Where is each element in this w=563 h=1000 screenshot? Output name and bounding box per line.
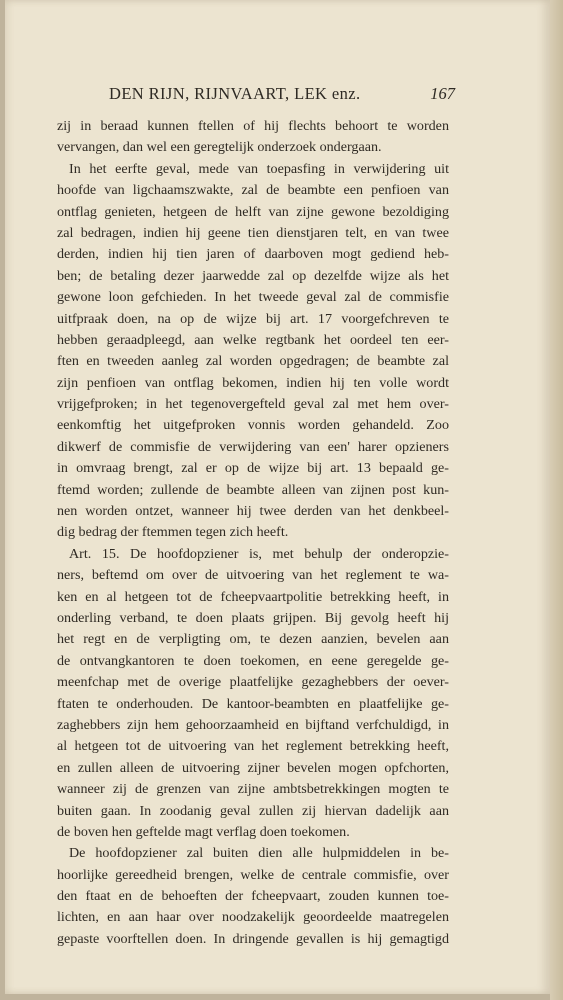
page-number: 167 <box>430 84 455 103</box>
text-line: buiten gaan. In zoodanig geval zullen zij hiervan dadelijk aan <box>57 802 449 819</box>
text-line: ften en tweeden aanleg zal worden opgedragen; de beambte zal <box>57 353 449 370</box>
text-line: zij in beraad kunnen ftellen of hij flechts behoort te worden <box>57 118 449 134</box>
text-line: ben; de betaling dezer jaarwedde zal op dezelfde wijze als het <box>57 267 449 284</box>
text-line: zal bedragen, indien hij geene tien dienstjaren telt, en van twee <box>57 224 449 241</box>
text-line: vervangen, dan wel een geregtelijk onderzoek ondergaan. <box>57 139 382 156</box>
text-line: derden, indien hij tien jaren of daarboven mogt gediend heb- <box>57 246 449 263</box>
text-line: meenfchap met de overige plaatfelijke gezaghebbers der oever- <box>57 674 449 691</box>
text-line: ontflag genieten, hetgeen de helft van zijne gewone bezoldiging <box>57 203 449 220</box>
text-line: de ontvangkantoren te doen toekomen, en eene geregelde ge- <box>57 652 449 669</box>
text-line: gewone loon gefchieden. In het tweede geval zal de commisfie <box>57 289 449 306</box>
text-line: zaghebbers zijn hem gehoorzaamheid en bijftand verfchuldigd, in <box>57 716 449 733</box>
text-line: den ftaat en de behoeften der fcheepvaart, zouden kunnen toe- <box>57 888 449 905</box>
text-line: lichten, en aan haar over noodzakelijk geoordeelde maatregelen <box>57 909 449 926</box>
text-line: ftaten te onderhouden. De kantoor-beambten en plaatfelijke ge- <box>57 695 449 712</box>
text-line: De hoofdopziener zal buiten dien alle hulpmiddelen in be- <box>69 845 449 862</box>
page-edge <box>550 0 563 1000</box>
text-line: eenkomftig het uitgefproken vonnis worden gehandeld. Zoo <box>57 417 449 434</box>
text-line: en zullen alleen de uitvoering zijner bevelen mogen opfchorten, <box>57 759 449 776</box>
text-line: gepaste voorftellen doen. In dringende gevallen is hij gemagtigd <box>57 930 449 947</box>
text-line: vrijgefproken; in het tegenovergefteld geval zal met hem over- <box>57 396 449 413</box>
text-line: onderling verband, te doen plaats grijpen. Bij gevolg heeft hij <box>57 609 449 626</box>
text-line: uitfpraak doen, na op de wijze bij art. 17 voorgefchreven te <box>57 310 449 327</box>
text-line: ftemd worden; zullende de beambte alleen van zijnen post kun- <box>57 481 449 498</box>
text-line: hoofde van ligchaamszwakte, zal de beambte een penfioen van <box>57 182 449 199</box>
text-line: hoorlijke gereedheid brengen, welke de centrale commisfie, over <box>57 866 449 883</box>
book-page <box>5 0 550 994</box>
text-line: dikwerf de commisfie de verwijdering van een' harer opzieners <box>57 438 449 455</box>
text-line: het regt en de verpligting om, te dezen aanzien, bevelen aan <box>57 631 449 648</box>
text-line: al hetgeen tot de uitvoering van het reglement betrekking heeft, <box>57 738 449 755</box>
text-line: In het eerfte geval, mede van toepasfing in verwijdering uit <box>69 160 449 177</box>
body-text <box>57 116 449 950</box>
text-line: Art. 15. De hoofdopziener is, met behulp der onderopzie- <box>69 545 449 562</box>
text-line: nen worden ontzet, wanneer hij twee derden van het denkbeel- <box>57 503 449 520</box>
text-line: dig bedrag der ftemmen tegen zich heeft. <box>57 524 289 541</box>
text-line: de boven hen geftelde magt verflag doen toekomen. <box>57 823 350 840</box>
running-title: DEN RIJN, RIJNVAART, LEK enz. <box>109 84 361 103</box>
text-line: ners, beftemd om over de uitvoering van het reglement te wa- <box>57 567 449 584</box>
text-line: wanneer zij de grenzen van zijne ambtsbetrekkingen mogten te <box>57 781 449 798</box>
text-line: zijn penfioen van ontflag bekomen, indien hij ten volle wordt <box>57 374 449 391</box>
page-header <box>109 84 455 108</box>
text-line: ken en al hetgeen tot de fcheepvaartpolitie betrekking heeft, in <box>57 588 449 605</box>
text-line: in omvraag brengt, zal er op de wijze bij art. 13 bepaald ge- <box>57 460 449 477</box>
text-line: hebben geraadpleegd, aan welke regtbank het oordeel ten eer- <box>57 331 449 348</box>
